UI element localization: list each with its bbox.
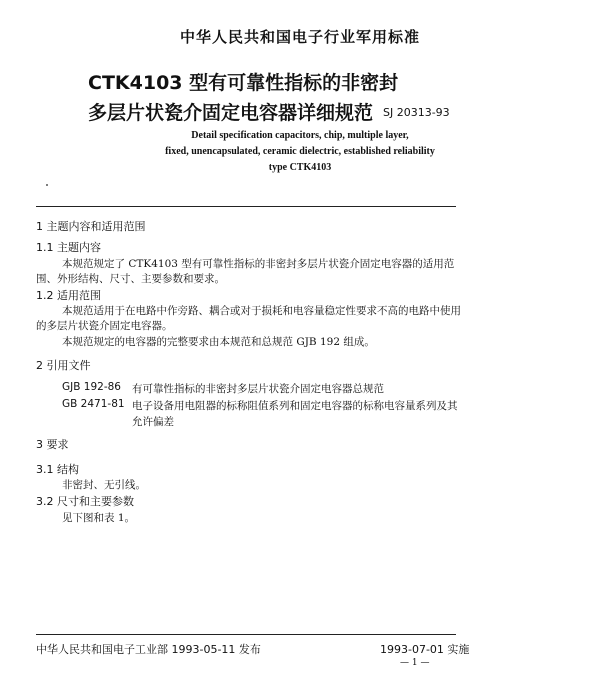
section-3-1-para: 非密封、无引线。 (62, 479, 146, 491)
title-line-2: 多层片状瓷介固定电容器详细规范 (88, 102, 374, 124)
section-2-title: 2 引用文件 (36, 359, 91, 372)
scan-speck (46, 184, 48, 186)
reference-2-code: GB 2471-81 (62, 398, 125, 410)
section-3-1-title: 3.1 结构 (36, 463, 79, 476)
section-3-2-para: 见下图和表 1。 (62, 512, 136, 524)
standard-number: SJ 20313-93 (383, 106, 450, 119)
footer-issuer: 中华人民共和国电子工业部 1993-05-11 发布 (36, 643, 261, 656)
section-1-2-para-line-2: 的多层片状瓷介固定电容器。 (36, 320, 173, 332)
section-1-1-para-line-2: 围、外形结构、尺寸、主要参数和要求。 (36, 273, 225, 285)
english-title-line-2: fixed, unencapsulated, ceramic dielectric, established reliability (165, 146, 435, 157)
reference-1-code: GJB 192-86 (62, 381, 121, 393)
section-1-title: 1 主题内容和适用范围 (36, 220, 146, 233)
section-1-2-para-line-1: 本规范适用于在电路中作旁路、耦合或对于损耗和电容量稳定性要求不高的电路中使用 (62, 305, 461, 317)
reference-2-title-line-2: 允许偏差 (132, 416, 174, 428)
section-1-2-para-line-3: 本规范规定的电容器的完整要求由本规范和总规范 GJB 192 组成。 (62, 336, 375, 348)
section-3-2-title: 3.2 尺寸和主要参数 (36, 495, 134, 508)
section-1-1-para-line-1: 本规范规定了 CTK4103 型有可靠性指标的非密封多层片状瓷介固定电容器的适用范 (62, 258, 455, 270)
section-1-1-title: 1.1 主题内容 (36, 241, 101, 254)
title-line-1: CTK4103 型有可靠性指标的非密封 (88, 72, 399, 94)
top-rule (36, 206, 456, 207)
bottom-rule (36, 634, 456, 635)
reference-2-title-line-1: 电子设备用电阻器的标称阻值系列和固定电容器的标称电容量系列及其 (132, 400, 458, 412)
page-number: — 1 — (400, 658, 430, 668)
section-1-2-title: 1.2 适用范围 (36, 289, 101, 302)
english-title-line-3: type CTK4103 (268, 162, 332, 173)
english-title-line-1: Detail specification capacitors, chip, multiple layer, (191, 130, 409, 141)
footer-effective-date: 1993-07-01 实施 (380, 643, 470, 656)
section-3-title: 3 要求 (36, 438, 69, 451)
reference-1-title: 有可靠性指标的非密封多层片状瓷介固定电容器总规范 (132, 383, 384, 395)
header-org-standard: 中华人民共和国电子行业军用标准 (179, 28, 420, 46)
